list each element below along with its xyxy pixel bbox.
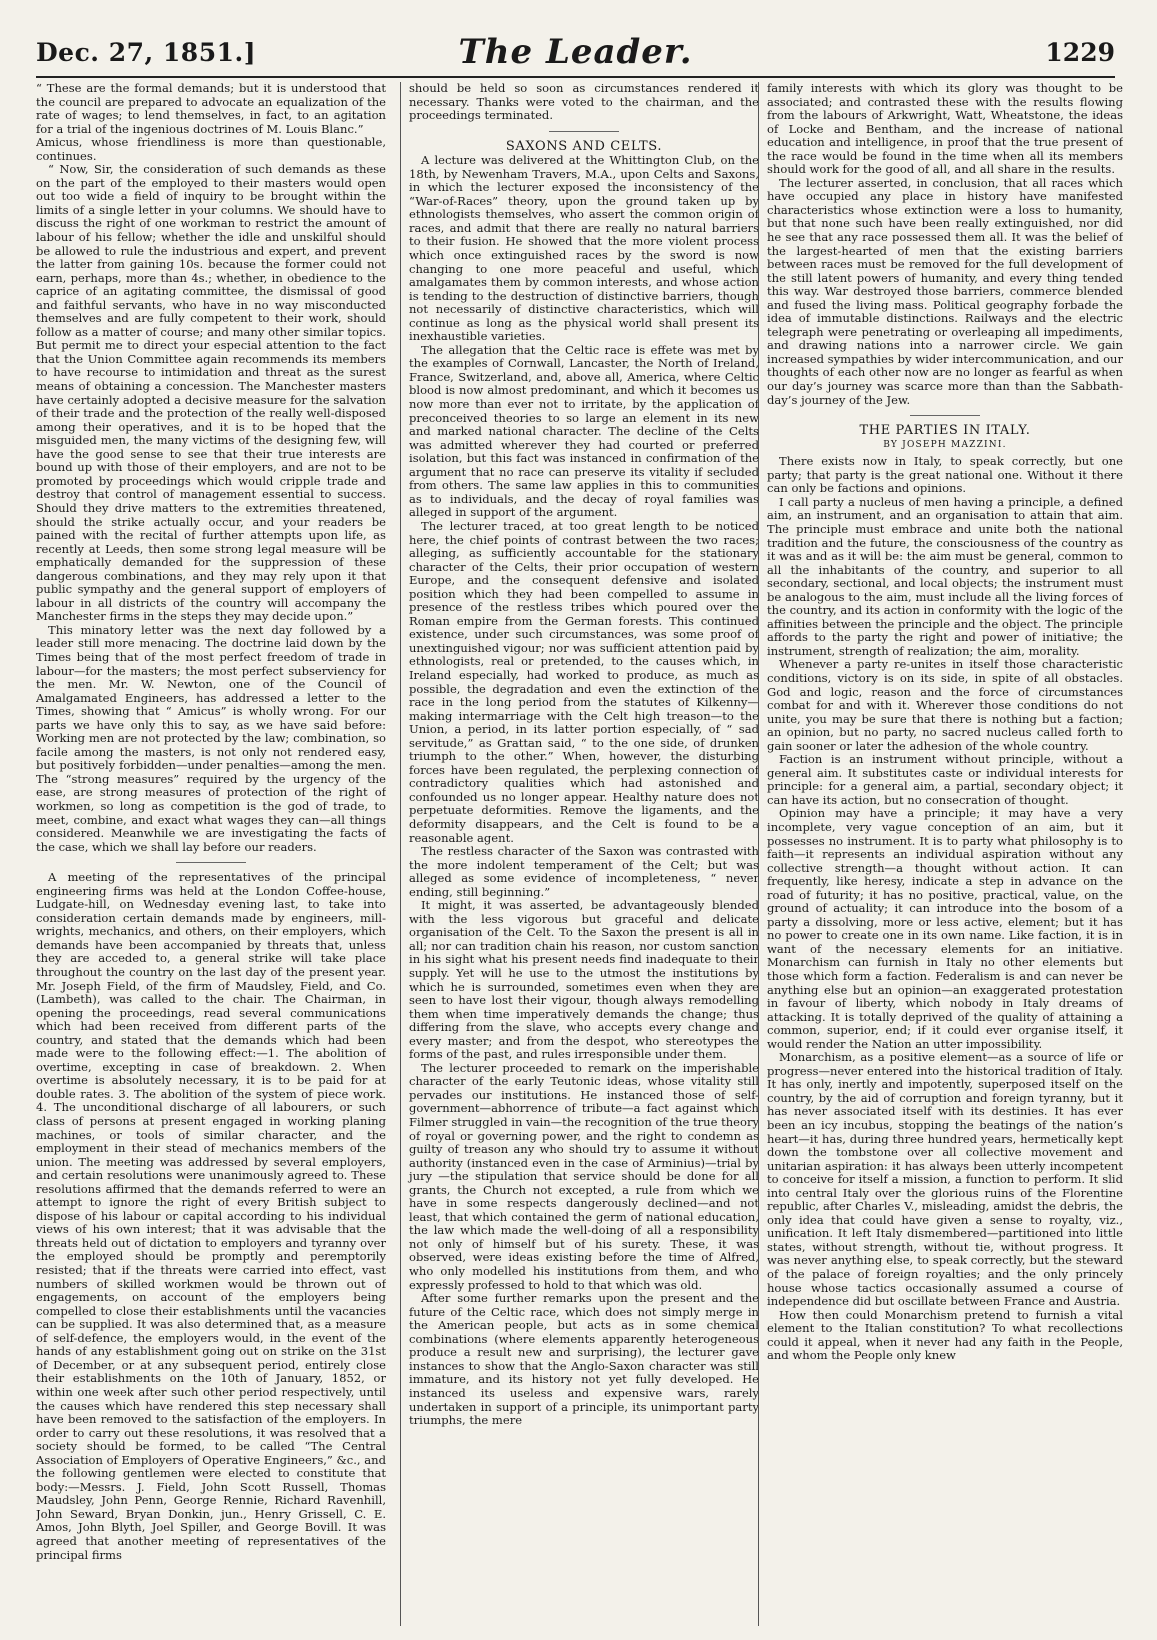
article-heading: SAXONS AND CELTS. — [505, 138, 663, 154]
divider — [176, 862, 246, 863]
byline: BY JOSEPH MAZZINI. — [883, 439, 1007, 450]
paragraph: “ Now, Sir, the consideration of such demands as these on the part of the employed to their masters would open out too wide a field of inquiry to be brought within the limits of a single letter in your columns. We should have to discuss the right of one workman to restrict the amount of labour of his fellow; whether the idle and unskilful should be allowed to rule the industrious and expert, and prevent the latter from gaining 10s. because the former could not earn, perhaps, more than 4s.; whether, in obedience to the caprice of an agitating committee, the dismissal of good and faithful servants, who have in no way misconducted themselves and are fully competent to their work, should follow as a matter of course; and many other similar topics. But permit me to direct your especial attention to the fact that the Union Committee again recommends its members to have recourse to intimidation and threat as the surest means of obtaining a concession. The Manchester masters have certainly adopted a decisive measure for the salvation of their trade and the protection of the really well-disposed among their operatives, and it is to be hoped that the misguided men, the many victims of the designing few, will have the good sense to see that their true interests are bound up with those of their employers, and are not to be promoted by proceedings which would cripple trade and destroy that control of management essential to success. Should they drive matters to the extremities threatened, should the strike actually occur, and your readers be pained with the recital of further attempts upon life, as recently at Leeds, then some strong legal measure will be emphatically demanded for the suppression of these dangerous combinations, and they may rely upon it that public sympathy and the general support of employers of labour in all districts of the country will accompany the Manchester firms in the steps they may decide upon.” — [36, 162, 386, 624]
masthead — [36, 28, 1115, 78]
paragraph: should be held so soon as circumstances rendered it necessary. Thanks were voted to the chairman, and the proceedings terminated. — [409, 82, 759, 123]
divider — [549, 131, 619, 132]
paragraph: family interests with which its glory was thought to be associated; and contrasted these with the results flowing from the labours of Arkwright, Watt, Wheatstone, the ideas of Locke and Bentham, and the increase of national education and intelligence, in proof that the true present of the race would be found in the time when all its members should work for the good of all, and all share in the results. — [767, 82, 1123, 177]
paragraph: After some further remarks upon the present and the future of the Celtic race, which does not simply merge in the American people, but acts as in some chemical combinations (where elements apparently heterogeneous produce a result new and surprising), the lecturer gave instances to show that the Anglo-Saxon character was still immature, and its history not yet fully developed. He instanced its useless and expensive wars, rarely undertaken in support of a principle, its unimportant party triumphs, the mere — [409, 1291, 759, 1428]
paragraph: The lecturer proceeded to remark on the imperishable character of the early Teutonic ideas, whose vitality still pervades our institutions. He instanced those of self-government—abhorrence of tribute—a fact against which Filmer struggled in vain—the recognition of the true theory of royal or governing power, and the right to condemn as guilty of treason any who should try to assume it without authority (instanced even in the case of Arminius)—trial by jury —the stipulation that service should be done for all grants, the Church not excepted, a rule from which we have in some respects dangerously declined—and not least, that which contained the germ of national education, the law which made the well-doing of all a responsibility not only of himself but of his surety. These, it was observed, were ideas existing before the time of Alfred, who only modelled his institutions from them, and who expressly professed to hold to that which was old. — [409, 1060, 759, 1292]
paragraph: The lecturer traced, at too great length to be noticed here, the chief points of contrast between the two races; alleging, as sufficiently accountable for the stationary character of the Celts, their prior occupation of western Europe, and the consequent defensive and isolated position which they had been compelled to assume in presence of the restless tribes which poured over the Roman empire from the German forests. This continued existence, under such circumstances, was some proof of unextinguished vigour; nor was sufficient attention paid by ethnologists, real or pretended, to the causes which, in Ireland especially, had worked to produce, as much as possible, the degradation and even the extinction of the race in the long period from the statutes of Kilkenny—making intermarriage with the Celt high treason—to the Union, a period, in its latter portion especially, of “ sad servitude,” as Grattan said, “ to the one side, of drunken triumph to the other.” When, however, the disturbing forces have been regulated, the perplexing connection of contradictory qualities which had astonished and confounded us no longer appear. Healthy nature does not perpetuate deformities. Remove the ligaments, and the deformity disappears, and the Celt is found to be a reasonable agent. — [409, 518, 759, 845]
paragraph: The allegation that the Celtic race is effete was met by the examples of Cornwall, Lancaster, the North of Ireland, France, Switzerland, and, above all, America, where Celtic blood is now almost predominant, and which it becomes us now more than ever not to irritate, by the application of preconceived theories to so large an element in its new and marked national character. The decline of the Celts was admitted wherever they had courted or preferred isolation, but this fact was instanced in confirmation of the argument that no race can preserve its vitality if secluded from others. The same law applies in this to communities as to individuals, and the decay of royal families was alleged in support of the argument. — [409, 342, 759, 520]
paragraph: “ These are the formal demands; but it is understood that the council are prepared to advocate an equalization of the rate of wages; to lend themselves, in fact, to an agitation for a trial of the ingenious doctrines of M. Louis Blanc.” — [36, 82, 386, 136]
issue-date: Dec. 27, 1851.] — [36, 38, 257, 67]
paragraph: The lecturer asserted, in conclusion, that all races which have occupied any place in history have manifested characteristics whose extinction were a loss to humanity, but that none such have been really extinguished, nor did he see that any race possessed them all. It was the belief of the largest-hearted of men that the existing barriers between races must be removed for the full development of the still latent powers of humanity, and every thing tended this way. War destroyed those barriers, commerce blended and fused the living mass. Political geography forbade the idea of immutable distinctions. Railways and the electric telegraph were penetrating or overleaping all impediments, and drawing nations into a narrower circle. We gain increased sympathies by wider intercommunication, and our thoughts of each other now are no longer as fearful as when our day’s journey was scarce more than than the Sabbath-day’s journey of the Jew. — [767, 175, 1123, 407]
paragraph: Amicus, whose friendliness is more than questionable, continues. — [36, 135, 386, 163]
article-heading: THE PARTIES IN ITALY. — [859, 423, 1031, 439]
newspaper-title: The Leader. — [458, 32, 693, 72]
paragraph: It might, it was asserted, be advantageously blended with the less vigorous but graceful and delicate organisation of the Celt. To the Saxon the present is all in all; nor can tradition chain his reason, nor custom sanction in his sight what his present needs find inadequate to their supply. Yet will he use to the utmost the institutions by which he is surrounded, sometimes even when they are seen to have lost their vigour, though always remodelling them when time imperatively demands the change; thus differing from the slave, who accepts every change and every master; and from the despot, who stereotypes the forms of the past, and rules irresponsible under them. — [409, 898, 759, 1062]
paragraph: A meeting of the representatives of the principal engineering firms was held at the London Coffee-house, Ludgate-hill, on Wednesday evening last, to take into consideration certain demands made by engineers, mill-wrights, mechanics, and others, on their employers, which demands have been accompanied by threats that, unless they are acceded to, a general strike will take place throughout the country on the last day of the present year. Mr. Joseph Field, of the firm of Maudsley, Field, and Co. (Lambeth), was called to the chair. The Chairman, in opening the proceedings, read several communications which had been received from different parts of the country, and stated that the demands which had been made were to the following effect:—1. The abolition of overtime, excepting in case of breakdown. 2. When overtime is absolutely necessary, it is to be paid for at double rates. 3. The abolition of the system of piece work. 4. The unconditional discharge of all labourers, or such class of persons at present engaged in working planing machines, or tools of similar character, and the employment in their stead of mechanics members of the union. The meeting was addressed by several employers, and certain resolutions were unanimously agreed to. These resolutions affirmed that the demands referred to were an attempt to ignore the right of every British subject to dispose of his labour or capital according to his individual views of his own interest; that it was advisable that the threats held out of dictation to employers and tyranny over the employed should be promptly and peremptorily resisted; that if the threats were carried into effect, vast numbers of skilled workmen would be thrown out of engagements, on account of the employers being compelled to close their establishments until the vacancies can be supplied. It was also determined that, as a measure of self-defence, the employers would, in the event of the hands of any establishment going out on strike on the 31st of December, or at any subsequent period, entirely close their establishments on the 10th of January, 1852, or within one week after such other period respectively, until the causes which have rendered this step necessary shall have been removed to the satisfaction of the employers. In order to carry out these resolutions, it was resolved that a society should be formed, to be called “The Central Association of Employers of Operative Engineers,” &c., and the following gentlemen were elected to constitute that body:—Messrs. J. Field, John Scott Russell, Thomas Maudsley, John Penn, George Rennie, Richard Ravenhill, John Seward, Bryan Donkin, jun., Henry Grissell, C. E. Amos, John Blyth, Joel Spiller, and George Bovill. It was agreed that another meeting of representatives of the principal firms — [36, 870, 386, 1562]
column-2 — [400, 82, 759, 1626]
paragraph: There exists now in Italy, to speak correctly, but one party; that party is the great national one. Without it there can only be factions and opinions. — [767, 454, 1123, 496]
paragraph: I call party a nucleus of men having a principle, a defined aim, an instrument, and an organisation to attain that aim. The principle must embrace and unite both the national tradition and the future, the consciousness of the country as it was and as it will be: the aim must be general, common to all the inhabitants of the country, and superior to all secondary, sectional, and local objects; the instrument must be analogous to the aim, must include all the living forces of the country, and its action in conformity with the logic of the affinities between the principle and the object. The principle affords to the party the right and power of initiative; the instrument, strength of realization; the aim, morality. — [767, 494, 1123, 658]
paragraph: This minatory letter was the next day followed by a leader still more menacing. The doctrine laid down by the Times being that of the most perfect freedom of trade in labour—for the masters; the most perfect subserviency for the men. Mr. W. Newton, one of the Council of Amalgamated Engineers, has addressed a letter to the Times, showing that “ Amicus” is wholly wrong. For our parts we have only this to say, as we have said before: Working men are not protected by the law; combination, so facile among the masters, is not only not rendered easy, but positively forbidden—under penalties—among the men. The “strong measures” required by the urgency of the ease, are strong measures of protection of the right of workmen, so long as competition is the god of trade, to meet, combine, and exact what wages they can—all things considered. Meanwhile we are investigating the facts of the case, which we shall lay before our readers. — [36, 622, 386, 854]
paragraph: The restless character of the Saxon was contrasted with the more indolent temperament of the Celt; but was alleged as some evidence of incompleteness, “ never ending, still beginning.” — [409, 844, 759, 899]
paragraph: Whenever a party re-unites in itself those characteristic conditions, victory is on its side, in spite of all obstacles. God and logic, reason and the force of circumstances combat for and with it. Wherever those conditions do not unite, you may be sure that there is nothing but a faction; an opinion, but no party, no sacred nucleus called forth to gain sooner or later the adhesion of the whole country. — [767, 657, 1123, 753]
paragraph: Faction is an instrument without principle, without a general aim. It substitutes caste or individual interests for principle: for a general aim, a partial, secondary object; it can have its action, but no consecration of thought. — [767, 752, 1123, 807]
paragraph: How then could Monarchism pretend to furnish a vital element to the Italian constitution? To what recollections could it appeal, when it never had any faith in the People, and whom the People only knew — [767, 1307, 1123, 1363]
paragraph: Opinion may have a principle; it may have a very incomplete, very vague conception of an aim, but it possesses no instrument. It is to party what philosophy is to faith—it represents an individual aspiration without any collective strength—a thought without action. It can frequently, like heresy, indicate a step in advance on the road of futurity; it has no positive, practical, value, on the ground of actuality; it can introduce into the bosom of a party a dissolving, more or less active, element; but it has no power to create one in its own name. Like faction, it is in want of the necessary elements for an initiative. Monarchism can furnish in Italy no other elements but those which form a faction. Federalism is and can never be anything else but an opinion—an exaggerated protestation in favour of liberty, which nobody in Italy dreams of attacking. It is totally deprived of the quality of attaining a common, superior, end; if it could ever organise itself, it would render the Nation an utter impossibility. — [767, 806, 1123, 1051]
page-number: 1229 — [1045, 38, 1115, 67]
column-1 — [36, 82, 386, 1626]
divider — [910, 415, 980, 416]
column-3 — [758, 82, 1123, 1626]
paragraph: A lecture was delivered at the Whittington Club, on the 18th, by Newenham Travers, M.A., upon Celts and Saxons, in which the lecturer exposed the inconsistency of the “War-of-Races” theory, upon the ground taken up by ethnologists themselves, who assert the common origin of races, and admit that there are really no natural barriers to their fusion. He showed that the more violent process which once extinguished races by the sword is now changing to one more peaceful and useful, which amalgamates them by common interests, and whose action is tending to the destruction of distinctive barriers, though not necessarily of distinctive characteristics, which will continue as long as the physical world shall present its inexhaustible varieties. — [409, 153, 759, 344]
paragraph: Monarchism, as a positive element—as a source of life or progress—never entered into the historical tradition of Italy. It has only, inertly and impotently, superposed itself on the country, by the aid of corruption and foreign tyranny, but it has never associated itself with its destinies. It has ever been an icy incubus, stopping the beatings of the nation’s heart—it has, during three hundred years, hermetically kept down the tombstone over all collective movement and unitarian aspiration: it has always been utterly incompetent to conceive for itself a mission, a function to perform. It slid into central Italy over the glorious ruins of the Florentine republic, after Charles V., misleading, amidst the debris, the only idea that could have given a sense to royalty, viz., unification. It left Italy dismembered—partitioned into little states, without strength, without tie, without progress. It was never anything else, to speak correctly, but the steward of the palace of foreign royalties; and the only princely house whose tactics occasionally assumed a course of independence did but oscillate between France and Austria. — [767, 1050, 1123, 1309]
